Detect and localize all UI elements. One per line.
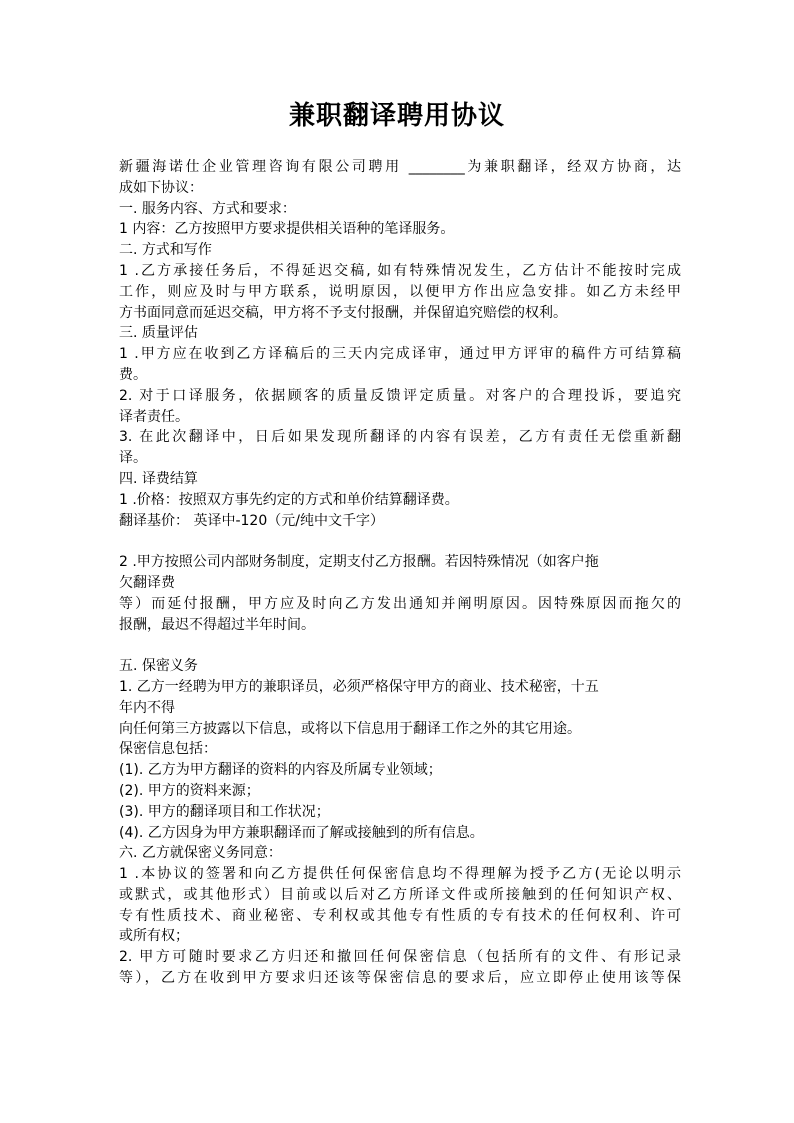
text-line: (2). 甲方的资料来源； [119, 782, 260, 799]
text-line: 1 .甲方应在收到乙方译稿后的三天内完成译审，通过甲方评审的稿件方可结算稿 [119, 346, 681, 363]
text-line: 翻译基价： 英译中-120（元/纯中文千字） [119, 512, 384, 529]
text-line: 成如下协议： [119, 179, 203, 196]
text-line: 2. 对于口译服务，依据顾客的质量反馈评定质量。对客户的合理投诉，要追究 [119, 387, 681, 404]
text-line: 欠翻译费 [119, 574, 175, 591]
text-line: 六. 乙方就保密义务同意： [119, 845, 282, 862]
text-line: 新疆海诺仕企业管理咨询有限公司聘用 ________为兼职翻译，经双方协商，达 [119, 159, 681, 175]
text-line: 1 .本协议的签署和向乙方提供任何保密信息均不得理解为授予乙方(无论以明示 [119, 866, 681, 883]
text-line: 二. 方式和写作 [119, 242, 212, 259]
text-line: 3. 在此次翻译中，日后如果发现所翻译的内容有误差，乙方有责任无偿重新翻 [119, 429, 681, 446]
text-line: (1). 乙方为甲方翻译的资料的内容及所属专业领域； [119, 762, 442, 779]
text-line: 1 .乙方承接任务后，不得延迟交稿, 如有特殊情况发生，乙方估计不能按时完成 [119, 262, 681, 279]
text-line: 译者责任。 [119, 408, 189, 425]
text-line: 报酬，最迟不得超过半年时间。 [119, 616, 315, 633]
text-line: 费。 [119, 366, 147, 383]
text-line: 1 内容：乙方按照甲方要求提供相关语种的笔译服务。 [119, 221, 455, 238]
text-line: 五. 保密义务 [119, 658, 198, 675]
text-line: 1. 乙方一经聘为甲方的兼职译员，必须严格保守甲方的商业、技术秘密，十五 [119, 678, 599, 695]
text-line: 年内不得 [119, 699, 175, 716]
text-line: 三. 质量评估 [119, 325, 198, 342]
blank-line [119, 635, 681, 656]
text-line: (3). 甲方的翻译项目和工作状况； [119, 803, 330, 820]
text-line: 1 .价格：按照双方事先约定的方式和单价结算翻译费。 [119, 491, 459, 508]
text-line: 2. 甲方可随时要求乙方归还和撤回任何保密信息（包括所有的文件、有形记录 [119, 949, 681, 966]
text-line: 四. 译费结算 [119, 470, 198, 487]
text-line: (4). 乙方因身为甲方兼职翻译而了解或接触到的所有信息。 [119, 824, 484, 841]
text-line: 等）而延付报酬，甲方应及时向乙方发出通知并阐明原因。因特殊原因而拖欠的 [119, 595, 681, 612]
blank-line [119, 531, 681, 552]
text-line: 保密信息包括： [119, 741, 217, 758]
text-line: 一. 服务内容、方式和要求： [119, 200, 296, 217]
text-line: 工作，则应及时与甲方联系，说明原因，以便甲方作出应急安排。如乙方未经甲 [119, 283, 681, 300]
text-line: 向任何第三方披露以下信息，或将以下信息用于翻译工作之外的其它用途。 [119, 720, 581, 737]
text-line: 专有性质技术、商业秘密、专利权或其他专有性质的专有技术的任何权利、许可 [119, 907, 681, 924]
text-line: 译。 [119, 450, 147, 467]
document-title: 兼职翻译聘用协议 [288, 101, 505, 131]
text-line: 或默式，或其他形式）目前或以后对乙方所译文件或所接触到的任何知识产权、 [119, 886, 681, 903]
text-line: 方书面同意而延迟交稿，甲方将不予支付报酬，并保留追究赔偿的权利。 [119, 304, 567, 321]
text-line: 等），乙方在收到甲方要求归还该等保密信息的要求后，应立即停止使用该等保 [119, 970, 681, 987]
text-line: 或所有权； [119, 928, 189, 945]
text-line: 2 .甲方按照公司内部财务制度，定期支付乙方报酬。若因特殊情况（如客户拖 [119, 554, 599, 571]
document-body [119, 157, 681, 989]
